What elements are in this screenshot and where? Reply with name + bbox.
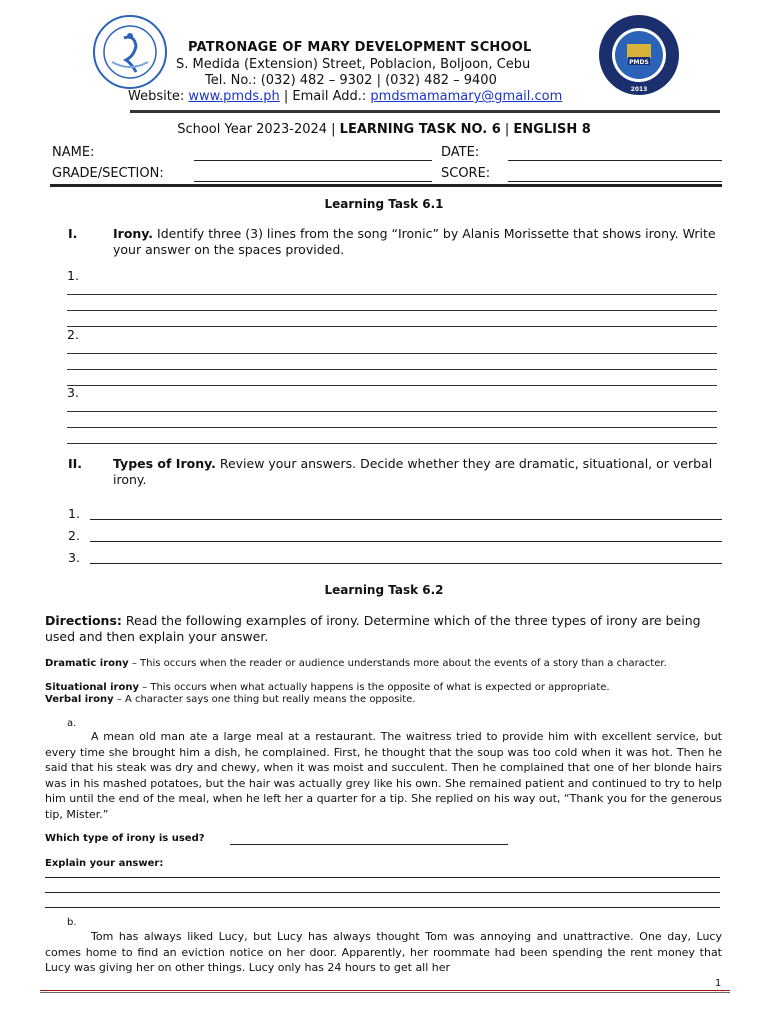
answer-3-line-1[interactable] — [67, 411, 717, 412]
task-6-1-title: Learning Task 6.1 — [324, 197, 444, 211]
explain-line-2[interactable] — [45, 892, 720, 893]
type-1-field[interactable] — [90, 519, 722, 520]
situational-irony-text: – This occurs when what actually happens is the opposite of what is expected or appropriate. — [139, 682, 610, 693]
grade-section-field[interactable] — [194, 181, 432, 182]
website-label: Website: — [128, 89, 189, 104]
verbal-irony-text: – A character says one thing but really means the opposite. — [113, 694, 416, 705]
part-1-instruction — [113, 226, 723, 258]
answer-1-line-1[interactable] — [67, 294, 717, 295]
seal-center-text: PMDS — [629, 59, 649, 66]
which-type-label: Which type of irony is used? — [45, 833, 205, 844]
school-address: S. Medida (Extension) Street, Poblacion, Boljoon, Cebu — [176, 57, 531, 72]
part-2-number: II. — [68, 456, 83, 471]
which-type-field[interactable] — [230, 844, 508, 845]
answer-3-number: 3. — [67, 385, 79, 400]
fields-divider — [50, 184, 722, 187]
answer-1-line-3[interactable] — [67, 326, 717, 327]
part-2-instruction — [113, 456, 725, 488]
answer-1-line-2[interactable] — [67, 310, 717, 311]
situational-irony-term: Situational irony — [45, 682, 139, 693]
date-label: DATE: — [441, 145, 480, 160]
directions-text: Read the following examples of irony. Determine which of the three types of irony are being used and then explain your answer. — [45, 613, 701, 644]
part-2-heading: Types of Irony. — [113, 456, 216, 471]
type-2-field[interactable] — [90, 541, 722, 542]
answer-2-line-2[interactable] — [67, 369, 717, 370]
directions-label: Directions: — [45, 613, 122, 628]
footer-divider — [40, 990, 730, 993]
answer-2-line-3[interactable] — [67, 385, 717, 386]
school-seal-logo — [84, 14, 176, 90]
answer-3-line-2[interactable] — [67, 427, 717, 428]
answer-3-line-3[interactable] — [67, 443, 717, 444]
task-6-2-title: Learning Task 6.2 — [324, 583, 444, 597]
page-number: 1 — [715, 978, 722, 989]
definition-verbal — [45, 694, 725, 706]
score-label: SCORE: — [441, 166, 491, 181]
dramatic-irony-term: Dramatic irony — [45, 658, 129, 669]
email-label: | Email Add.: — [279, 89, 371, 104]
explain-line-3[interactable] — [45, 907, 720, 908]
example-a-label: a. — [67, 718, 77, 729]
grade-section-label: GRADE/SECTION: — [52, 166, 164, 181]
name-field[interactable] — [194, 160, 432, 161]
task-number: LEARNING TASK NO. 6 — [339, 122, 501, 137]
name-label: NAME: — [52, 145, 95, 160]
verbal-irony-term: Verbal irony — [45, 694, 114, 705]
part-1-text: Identify three (3) lines from the song “Ironic” by Alanis Morissette that shows irony. Write your answer on the spaces provided. — [113, 226, 716, 257]
junior-high-seal-logo — [594, 14, 684, 96]
subject: ENGLISH 8 — [513, 122, 591, 137]
explain-label: Explain your answer: — [45, 858, 164, 869]
type-3-field[interactable] — [90, 563, 722, 564]
right-school-seal — [594, 14, 684, 96]
seal-year-text: 2013 — [630, 86, 648, 93]
type-2-number: 2. — [68, 528, 80, 543]
dramatic-irony-text: – This occurs when the reader or audience understands more about the events of a story than a character. — [128, 658, 667, 669]
school-year: School Year 2023-2024 | — [177, 122, 340, 137]
answer-1-number: 1. — [67, 268, 79, 283]
school-telephone: Tel. No.: (032) 482 – 9302 | (032) 482 – 9400 — [205, 73, 497, 88]
score-field[interactable] — [508, 181, 722, 182]
example-b-text: Tom has always liked Lucy, but Lucy has always thought Tom was annoying and unattractive. One day, Lucy comes home to find an eviction notice on her door. Apparently, her roommate had been spending the rent money that Lucy was giving her on other things. Lucy only has 24 hours to get all her — [45, 930, 722, 974]
header-divider — [130, 110, 720, 113]
left-school-seal — [84, 14, 176, 90]
directions — [45, 613, 725, 645]
task-header — [0, 122, 768, 137]
explain-line-1[interactable] — [45, 877, 720, 878]
type-3-number: 3. — [68, 550, 80, 565]
part-2-text: Review your answers. Decide whether they are dramatic, situational, or verbal irony. — [113, 456, 713, 487]
task-header-separator: | — [500, 122, 514, 137]
part-1-number: I. — [68, 226, 78, 241]
definition-dramatic — [45, 658, 725, 670]
example-a-text: A mean old man ate a large meal at a restaurant. The waitress tried to provide him with excellent service, but every time she brought him a dish, he complained. First, he thought that the soup was too cold when it was hot. Then he said that his steak was dry and chewy, when it was moist and succulent. Then he complained that one of her blonde hairs was in his mashed potatoes, but the hair was actually grey like his own. She remained patient and continued to try to help him until the end of the meal, when he left her a quarter for a tip. She replied on his way out, “Thank you for the generous tip, Mister.” — [45, 730, 722, 821]
definition-situational — [45, 682, 725, 694]
answer-2-number: 2. — [67, 327, 79, 342]
part-1-heading: Irony. — [113, 226, 154, 241]
example-b-label: b. — [67, 917, 77, 928]
type-1-number: 1. — [68, 506, 80, 521]
school-name: PATRONAGE OF MARY DEVELOPMENT SCHOOL — [188, 40, 532, 55]
email-link[interactable]: pmdsmamamary@gmail.com — [370, 89, 563, 104]
website-link[interactable]: www.pmds.ph — [188, 89, 280, 104]
school-contacts — [128, 89, 562, 104]
date-field[interactable] — [508, 160, 722, 161]
answer-2-line-1[interactable] — [67, 353, 717, 354]
